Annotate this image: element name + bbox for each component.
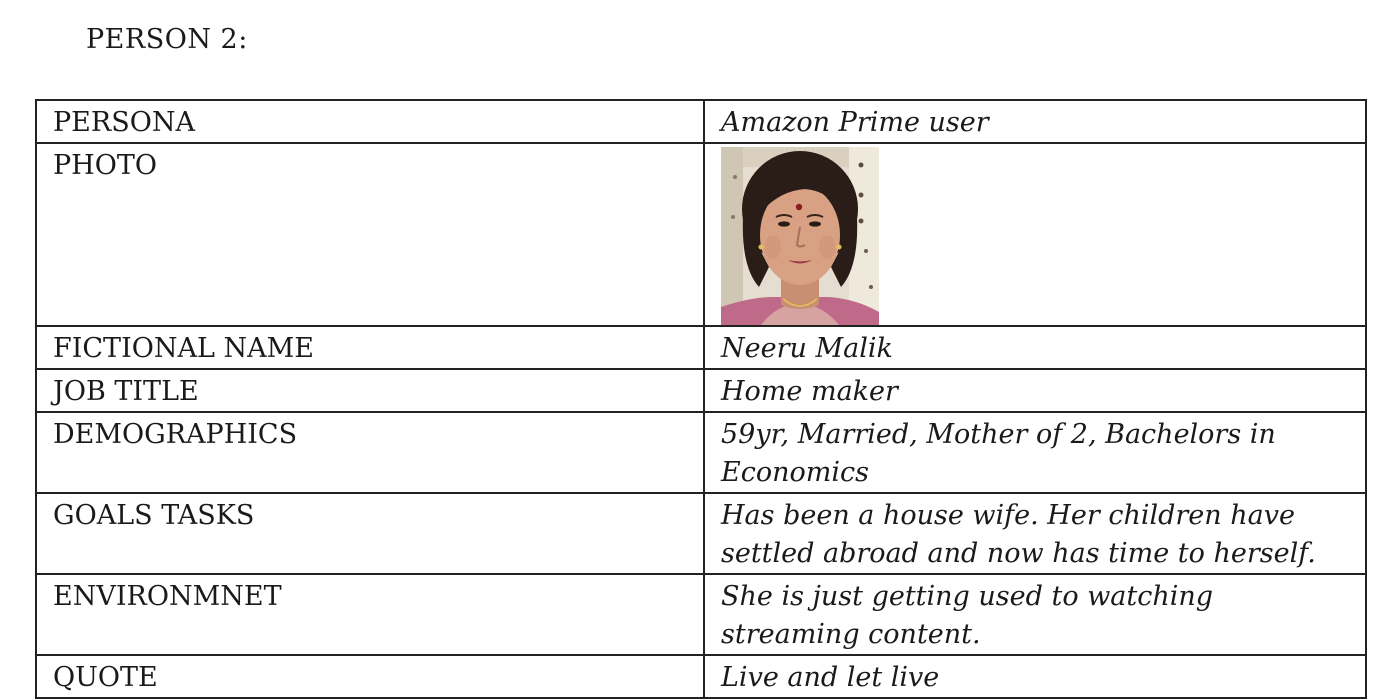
demographics-value: 59yr, Married, Mother of 2, Bachelors in Economics (704, 412, 1366, 493)
persona-label: PERSONA (36, 100, 704, 143)
page-heading: PERSON 2: (86, 24, 248, 55)
demographics-label: DEMOGRAPHICS (36, 412, 704, 493)
job-title-value: Home maker (704, 369, 1366, 412)
environment-label: ENVIRONMNET (36, 574, 704, 655)
fictional-name-value: Neeru Malik (704, 326, 1366, 369)
photo-cell (704, 143, 1366, 326)
table-row (36, 412, 1366, 493)
persona-photo (721, 147, 879, 325)
environment-value: She is just getting used to watching streaming content. (704, 574, 1366, 655)
quote-value: Live and let live (704, 655, 1366, 698)
table-row (36, 369, 1366, 412)
table-row (36, 493, 1366, 574)
persona-table (35, 99, 1367, 699)
quote-label: QUOTE (36, 655, 704, 698)
photo-label: PHOTO (36, 143, 704, 326)
persona-value: Amazon Prime user (704, 100, 1366, 143)
table-row (36, 100, 1366, 143)
goals-tasks-label: GOALS TASKS (36, 493, 704, 574)
fictional-name-label: FICTIONAL NAME (36, 326, 704, 369)
table-row (36, 574, 1366, 655)
goals-tasks-value: Has been a house wife. Her children have settled abroad and now has time to herself. (704, 493, 1366, 574)
table-row (36, 143, 1366, 326)
table-row (36, 326, 1366, 369)
table-row (36, 655, 1366, 698)
job-title-label: JOB TITLE (36, 369, 704, 412)
